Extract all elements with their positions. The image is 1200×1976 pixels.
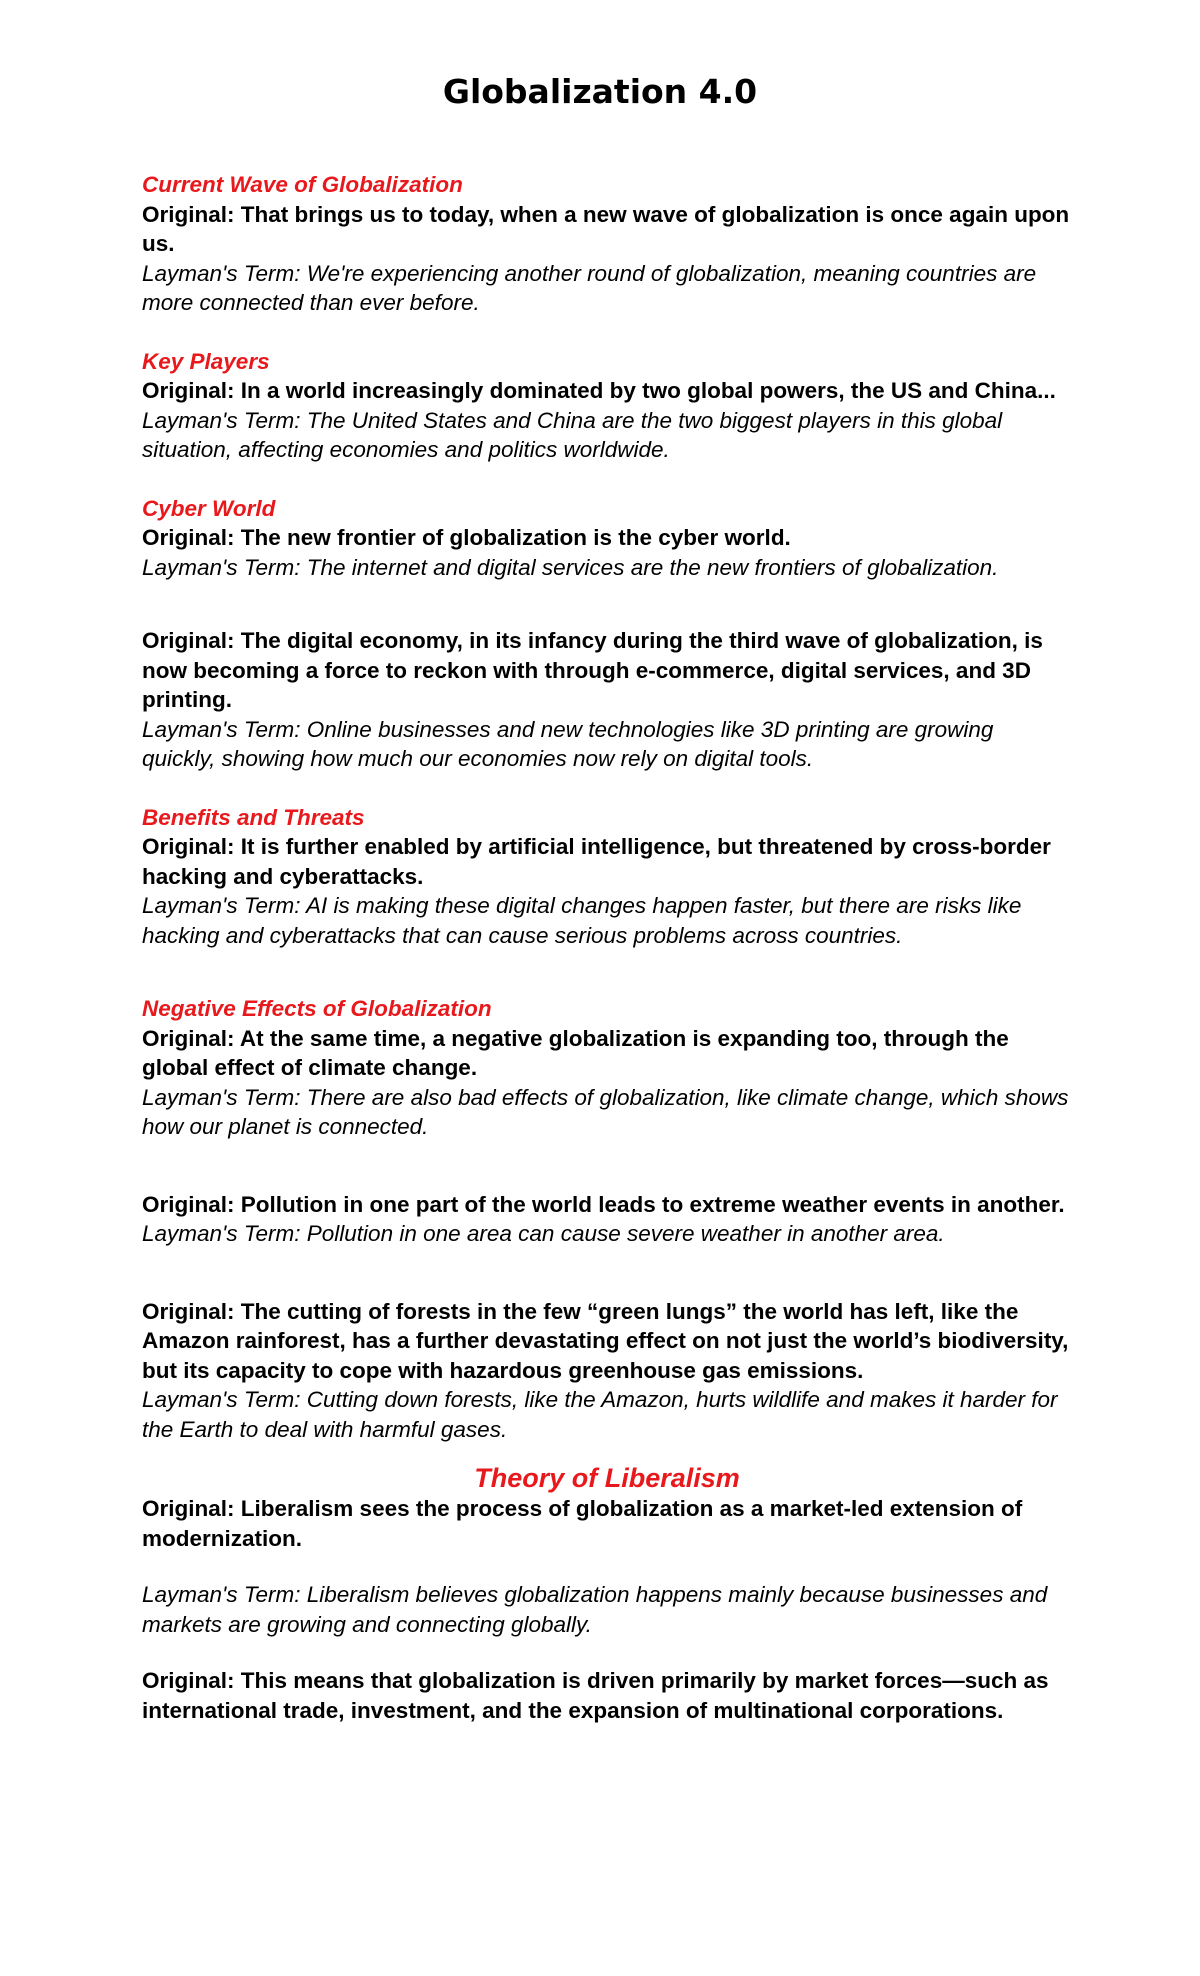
layman-text: Layman's Term: Cutting down forests, like the Amazon, hurts wildlife and makes it harder for the Earth to deal with harmful gases. (142, 1387, 1058, 1442)
section-pollution (142, 1190, 1072, 1249)
original-text: Original: The cutting of forests in the few “green lungs” the world has left, like the Amazon rainforest, has a further devastating effect on not just the world’s biodiversity, but its capacity to cope with hazardous greenhouse gas emissions. (142, 1298, 1069, 1383)
section-current-wave (142, 170, 1072, 318)
document-body (142, 170, 1072, 1725)
original-text: Original: The digital economy, in its infancy during the third wave of globalization, is now becoming a force to reckon with through e-commerce, digital services, and 3D printing. (142, 628, 1043, 712)
original-text: Original: It is further enabled by artificial intelligence, but threatened by cross-border hacking and cyberattacks. (142, 834, 1051, 889)
original-text: Original: The new frontier of globalization is the cyber world. (142, 525, 791, 550)
section-benefits-threats (142, 803, 1072, 951)
page-title: Globalization 4.0 (442, 72, 758, 111)
section-forests (142, 1297, 1072, 1445)
layman-text: Layman's Term: We're experiencing another round of globalization, meaning countries are more connected than ever before. (142, 260, 1037, 315)
section-heading: Negative Effects of Globalization (142, 996, 492, 1021)
section-heading: Current Wave of Globalization (142, 172, 463, 197)
layman-text: Layman's Term: Liberalism believes globalization happens mainly because businesses and markets are growing and connecting globally. (142, 1582, 1048, 1637)
original-text: Original: This means that globalization is driven primarily by market forces—such as international trade, investment, and the expansion of multinational corporations. (142, 1668, 1049, 1723)
original-text: Original: That brings us to today, when a new wave of globalization is once again upon us. (142, 201, 1070, 256)
section-market-forces (142, 1666, 1072, 1725)
section-cyber-world (142, 494, 1072, 583)
section-heading: Key Players (142, 348, 270, 374)
section-liberalism (142, 1462, 1072, 1639)
layman-text: Layman's Term: The United States and China are the two biggest players in this global situation, affecting economies and politics worldwide. (142, 407, 1003, 462)
section-digital-economy (142, 626, 1072, 774)
layman-text: Layman's Term: AI is making these digital changes happen faster, but there are risks like hacking and cyberattacks that can cause serious problems across countries. (142, 893, 1022, 948)
section-key-players (142, 347, 1072, 465)
layman-text: Layman's Term: Pollution in one area can cause severe weather in another area. (142, 1221, 945, 1246)
original-text: Original: Liberalism sees the process of globalization as a market-led extension of modernization. (142, 1496, 1023, 1551)
layman-text: Layman's Term: The internet and digital services are the new frontiers of globalization. (142, 554, 999, 580)
layman-text: Layman's Term: There are also bad effects of globalization, like climate change, which shows how our planet is connected. (142, 1084, 1069, 1139)
original-text: Original: Pollution in one part of the world leads to extreme weather events in another. (142, 1191, 1065, 1217)
section-heading: Theory of Liberalism (474, 1463, 740, 1493)
section-heading: Benefits and Threats (142, 804, 365, 830)
original-text: Original: In a world increasingly dominated by two global powers, the US and China... (142, 378, 1056, 403)
section-negative-effects (142, 994, 1072, 1142)
original-text: Original: At the same time, a negative globalization is expanding too, through the global effect of climate change. (142, 1025, 1009, 1080)
section-heading: Cyber World (142, 495, 276, 521)
layman-text: Layman's Term: Online businesses and new technologies like 3D printing are growing quickly, showing how much our economies now rely on digital tools. (142, 716, 994, 771)
